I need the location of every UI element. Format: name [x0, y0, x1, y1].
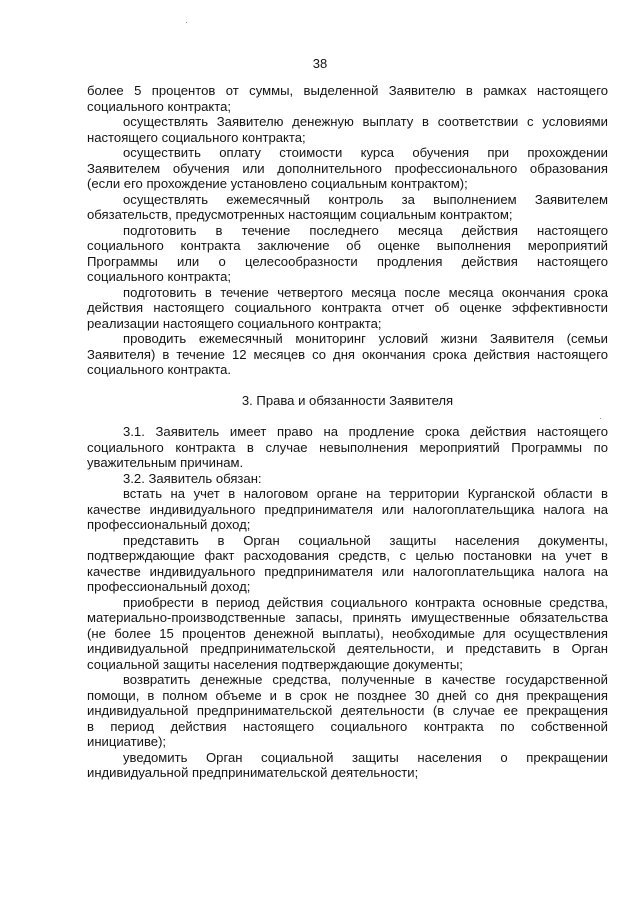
text-line: индивидуальной предпринимательской деятельности; [87, 765, 419, 780]
scan-speck [186, 22, 187, 23]
text-line: подтверждающие факт расходования средств, с целью постановки на учет в [87, 548, 608, 563]
text-line: в период действия настоящего социального контракта по собственной [87, 718, 608, 734]
text-line: настоящего социального контракта; [87, 129, 306, 145]
text-line: качестве индивидуального предпринимателя или налогоплательщика налога на [87, 501, 608, 517]
text-line: качестве индивидуального предпринимателя или налогоплательщика налога на [87, 563, 608, 579]
text-line: действия настоящего социального контракта отчет об оценке эффективности [87, 300, 608, 315]
text-line: социального контракта; [87, 98, 232, 114]
text-line: социального контракта заключение об оценке выполнения мероприятий [87, 238, 608, 253]
section-heading: 3. Права и обязанности Заявителя [241, 393, 454, 408]
text-line: Заявителя) в течение 12 месяцев со дня окончания срока действия настоящего [87, 346, 608, 362]
text-line: осуществить оплату стоимости курса обучения при прохождении [123, 145, 608, 160]
text-line: профессиональный доход; [87, 579, 251, 594]
blank-line [87, 378, 608, 394]
text-line: Заявителем обучения или дополнительного профессионального образования [87, 160, 608, 176]
text-line: встать на учет в налоговом органе на территории Курганской области в [123, 486, 608, 501]
text-line: реализации настоящего социального контракта; [87, 315, 382, 331]
text-line: 3.2. Заявитель обязан: [123, 470, 262, 486]
text-line: проводить ежемесячный мониторинг условий жизни Заявителя (семьи [123, 331, 608, 346]
text-line: осуществлять Заявителю денежную выплату в соответствии с условиями [123, 114, 608, 129]
text-line: социального контракта. [87, 362, 232, 377]
text-line: (не более 15 процентов денежной выплаты), необходимые для осуществления [87, 625, 608, 641]
text-line: профессиональный доход; [87, 517, 251, 532]
text-line: 3.1. Заявитель имеет право на продление срока действия настоящего [123, 424, 608, 439]
text-line: социальной защиты населения подтверждающие документы; [87, 656, 463, 672]
text-line: помощи, в полном объеме и в срок не позднее 30 дней со дня прекращения [87, 687, 608, 703]
document-body [87, 83, 608, 781]
text-line: уведомить Орган социальной защиты населения о прекращении [123, 749, 608, 765]
text-line: представить в Орган социальной защиты населения документы, [123, 532, 608, 548]
text-line: обязательств, предусмотренных настоящим социальным контрактом; [87, 207, 513, 222]
text-line: социального контракта в случае невыполнения мероприятий Программы по [87, 439, 608, 455]
blank-line [87, 409, 608, 425]
text-line: Программы или о целесообразности продления действия настоящего [87, 253, 608, 269]
text-line: приобрести в период действия социального контракта основные средства, [123, 594, 608, 610]
text-line: осуществлять ежемесячный контроль за выполнением Заявителем [123, 191, 608, 207]
text-line: индивидуальной предпринимательской деятельности, и представить в Орган [87, 641, 608, 656]
text-line: подготовить в течение четвертого месяца после месяца окончания срока [123, 284, 608, 300]
text-line: уважительным причинам. [87, 455, 244, 470]
text-line: материально-производственные запасы, принять имущественные обязательства [87, 610, 608, 625]
text-line: подготовить в течение последнего месяца действия настоящего [123, 222, 608, 238]
text-line: инициативе); [87, 734, 167, 749]
page-number: 38 [312, 56, 328, 71]
text-line: возвратить денежные средства, полученные в качестве государственной [123, 672, 608, 687]
text-line: (если его прохождение установлено социальным контрактом); [87, 176, 468, 191]
text-line: социального контракта; [87, 269, 232, 284]
text-line: индивидуальной предпринимательской деятельности (в случае ее прекращения [87, 703, 608, 718]
text-line: более 5 процентов от суммы, выделенной Заявителю в рамках настоящего [87, 83, 608, 98]
